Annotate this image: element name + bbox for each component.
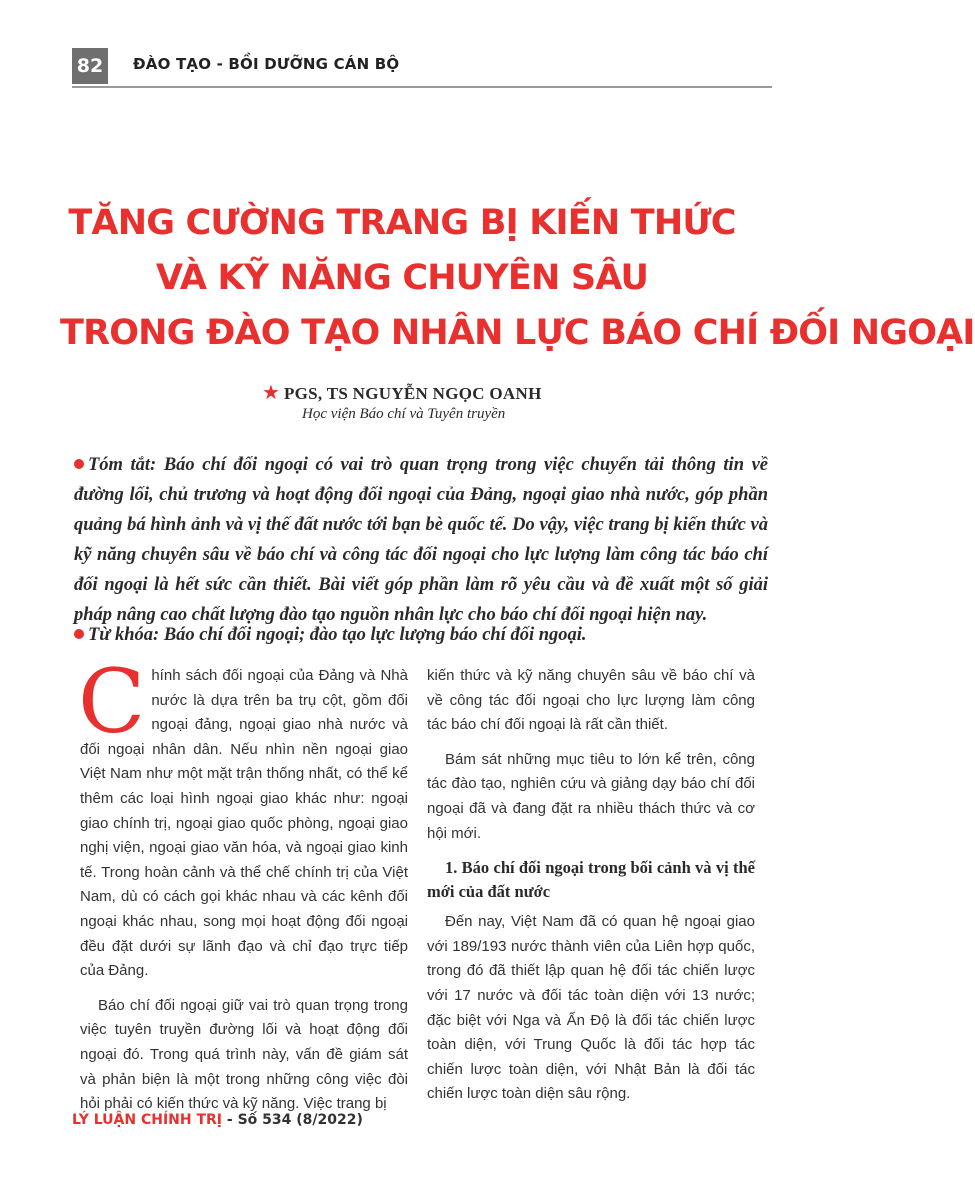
keywords-label: Từ khóa:	[88, 625, 160, 645]
drop-cap: C	[78, 650, 146, 753]
body-column-left	[78, 650, 408, 1127]
title-line-3: TRONG ĐÀO TẠO NHÂN LỰC BÁO CHÍ ĐỐI NGOẠI	[60, 313, 975, 353]
paragraph: Đến nay, Việt Nam đã có quan hệ ngoại giao với 189/193 nước thành viên của Liên hợp quốc, trong đó đã thiết lập quan hệ đối tác chiến lược với 17 nước và đối tác toàn diện với 13 nước; đặc biệt với Nga và Ấn Độ là đối tác chiến lược toàn diện, với Trung Quốc là đối tác hợp tác chiến lược toàn diện, với Nhật Bản là đối tác chiến lược toàn diện sâu rộng.	[427, 913, 755, 1103]
journal-name: LÝ LUẬN CHÍNH TRỊ	[72, 1112, 223, 1128]
title-line-2: VÀ KỸ NĂNG CHUYÊN SÂU	[155, 258, 649, 298]
bullet-icon	[74, 459, 84, 469]
article-title	[60, 196, 975, 361]
abstract	[74, 450, 768, 630]
page-number: 82	[72, 48, 108, 84]
paragraph: Báo chí đối ngoại giữ vai trò quan trọng trong việc tuyên truyền đường lối và hoạt động đối ngoại đó. Trong quá trình này, vấn đề giám sát và phản biện là một trong những công việc đòi hỏi phải có kiến thức và kỹ năng. Việc trang bị	[80, 996, 408, 1113]
abstract-label: Tóm tắt:	[88, 455, 157, 475]
header-rule	[72, 86, 772, 88]
author-affiliation: Học viện Báo chí và Tuyên truyền	[302, 406, 506, 422]
bullet-icon	[74, 629, 84, 639]
keywords	[74, 620, 768, 650]
section-heading: 1. Báo chí đối ngoại trong bối cảnh và vị thế mới của đất nước	[427, 858, 755, 902]
abstract-text: Báo chí đối ngoại có vai trò quan trọng trong việc chuyển tải thông tin về đường lối, chủ trương và hoạt động đối ngoại của Đảng, ngoại giao nhà nước, góp phần quảng bá hình ảnh và vị thế đất nước tới bạn bè quốc tế. Do vậy, việc trang bị kiến thức và kỹ năng chuyên sâu về báo chí và công tác đối ngoại cho lực lượng làm công tác báo chí đối ngoại là hết sức cần thiết. Bài viết góp phần làm rõ yêu cầu và đề xuất một số giải pháp nâng cao chất lượng đào tạo nguồn nhân lực cho báo chí đối ngoại hiện nay.	[74, 455, 769, 625]
paragraph-text: hính sách đối ngoại của Đảng và Nhà nước là dựa trên ba trụ cột, gồm đối ngoại đảng, ngoại giao nhà nước và đối ngoại nhân dân. Nếu nhìn nền ngoại giao Việt Nam như một mặt trận thống nhất, có thể kể thêm các loại hình ngoại giao khác như: ngoại giao chính trị, ngoại giao quốc phòng, ngoại giao nghị viện, ngoại giao văn hóa, và ngoại giao kinh tế. Trong hoàn cảnh và thể chế chính trị của Việt Nam, dù có cách gọi khác nhau và các kênh đối ngoại khác nhau, song mọi hoạt động đối ngoại đều đặt dưới sự lãnh đạo và chỉ đạo trực tiếp của Đảng.	[80, 667, 408, 980]
author-name: PGS, TS NGUYỄN NGỌC OANH	[283, 384, 542, 403]
star-icon: ★	[262, 382, 280, 404]
paragraph: kiến thức và kỹ năng chuyên sâu về báo chí và về công tác đối ngoại cho lực lượng làm công tác báo chí đối ngoại là rất cần thiết.	[427, 667, 755, 734]
issue-number: - Số 534 (8/2022)	[222, 1112, 363, 1128]
body-column-right	[427, 664, 755, 1117]
keywords-text: Báo chí đối ngoại; đào tạo lực lượng báo chí đối ngoại.	[163, 625, 587, 645]
running-footer	[72, 1112, 363, 1128]
title-line-1: TĂNG CƯỜNG TRANG BỊ KIẾN THỨC	[68, 203, 736, 243]
paragraph: Bám sát những mục tiêu to lớn kể trên, công tác đào tạo, nghiên cứu và giảng dạy báo chí đối ngoại đã và đang đặt ra nhiều thách thức và cơ hội mới.	[427, 750, 755, 842]
author-line	[262, 380, 542, 405]
paragraph	[78, 650, 408, 984]
section-name: ĐÀO TẠO - BỒI DƯỠNG CÁN BỘ	[133, 55, 400, 73]
running-header	[72, 48, 772, 84]
